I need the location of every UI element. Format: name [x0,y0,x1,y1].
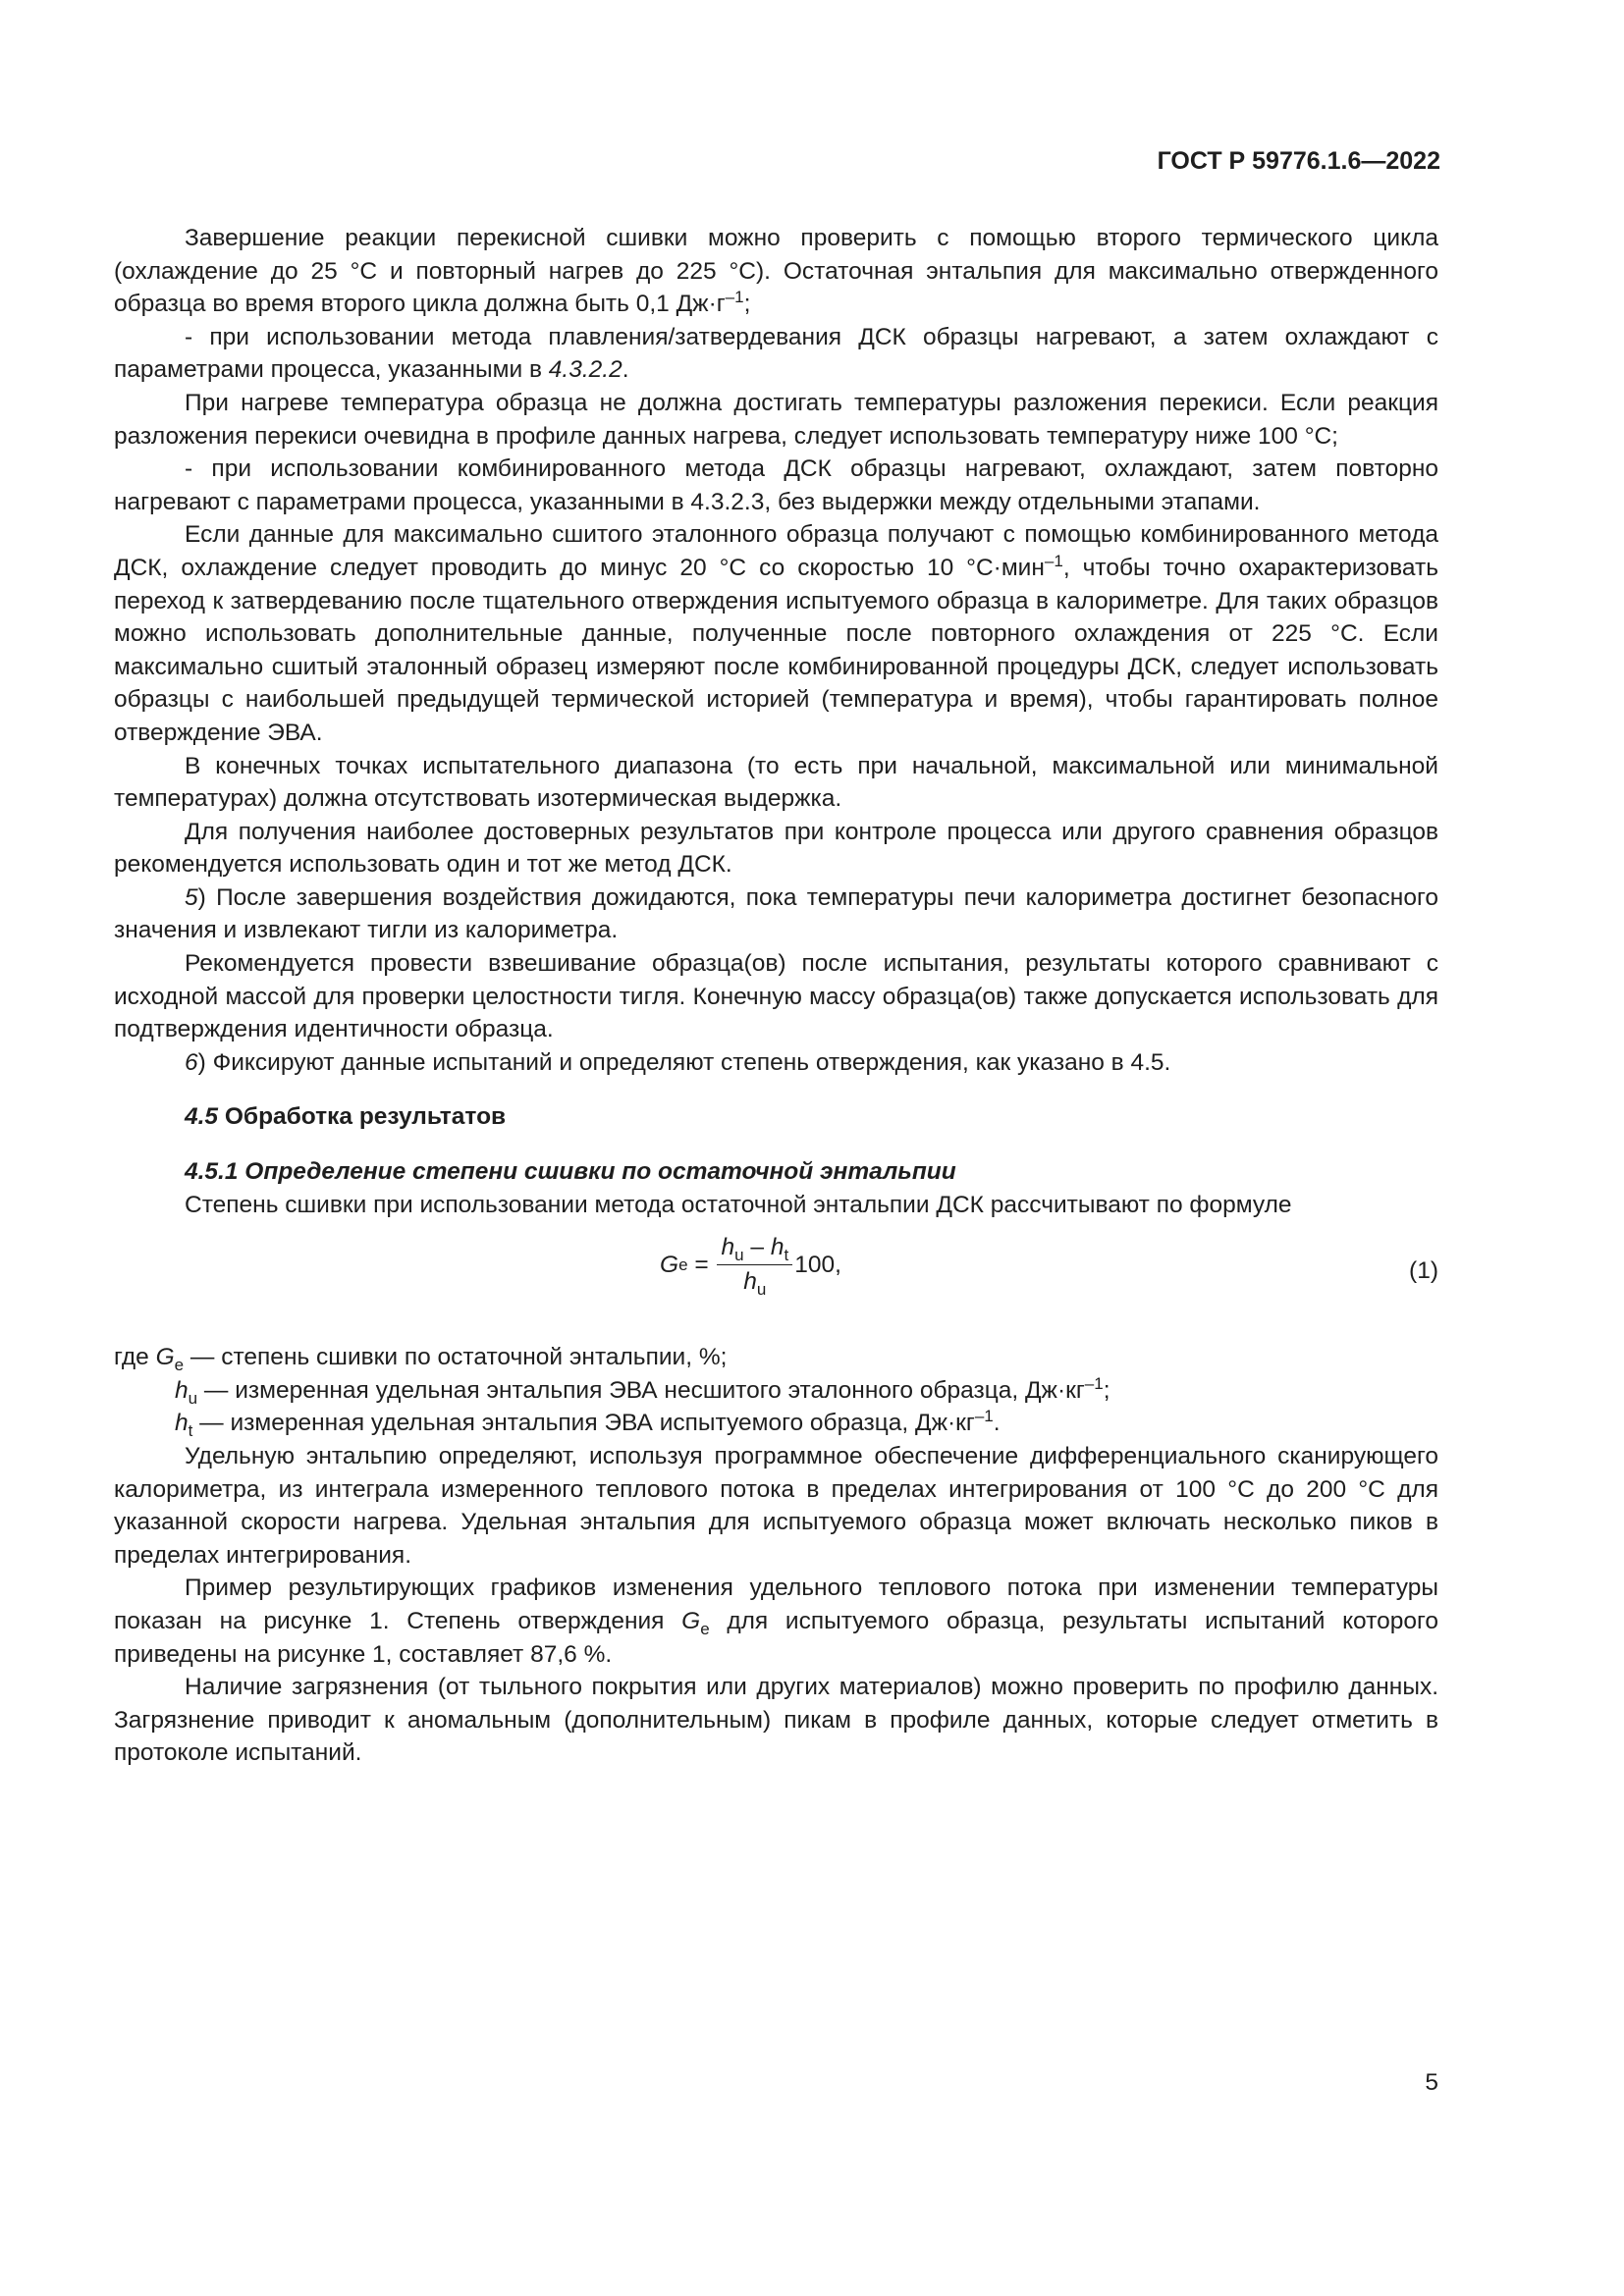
fraction [717,1233,792,1300]
document-code-header: ГОСТ Р 59776.1.6—2022 [1157,147,1440,175]
formula-number: (1) [1409,1257,1438,1285]
paragraph: Для получения наиболее достоверных результатов при контроле процесса или другого сравнения образцов рекомендуется использовать один и тот же метод ДСК. [114,818,1438,879]
document-body [114,222,1438,1770]
paragraph: Наличие загрязнения (от тыльного покрытия или других материалов) можно проверить по профилю данных. Загрязнение приводит к аномальным (дополнительным) пикам в профиле данных, которые следует отметить в протоколе испытаний. [114,1674,1438,1767]
subsection-heading: 4.5.1 Определение степени сшивки по остаточной энтальпии [185,1158,956,1186]
paragraph: - при использовании метода плавления/затвердевания ДСК образцы нагревают, а затем охлаждают с параметрами процесса, указанными в 4.3.2.2. [114,323,1438,384]
paragraph: - при использовании комбинированного метода ДСК образцы нагревают, охлаждают, затем повторно нагревают с параметрами процесса, указанными в 4.3.2.3, без выдержки между отдельными этапами. [114,455,1438,515]
paragraph: В конечных точках испытательного диапазона (то есть при начальной, максимальной или минимальной температурах) должна отсутствовать изотермическая выдержка. [114,752,1438,813]
fraction-numerator: $h_u - h_t$ [717,1233,792,1265]
paragraph: Степень сшивки при использовании метода остаточной энтальпии ДСК рассчитывают по формуле [185,1191,1292,1218]
paragraph: Завершение реакции перекисной сшивки можно проверить с помощью второго термического цикла (охлаждение до 25 °C и повторный нагрев до 225 °C). Остаточная энтальпия для максимально отвержденного образца во время второго цикла должна быть 0,1 $Дж\cdot г^{-1}$; [114,225,1438,318]
paragraph: Рекомендуется провести взвешивание образца(ов) после испытания, результаты которого сравнивают с исходной массой для проверки целостности тигля. Конечную массу образца(ов) также допускается использовать для подтверждения идентичности образца. [114,950,1438,1043]
paragraph: Удельную энтальпию определяют, используя программное обеспечение дифференциального сканирующего калориметра, из интеграла измеренного теплового потока в пределах интегрирования от 100 °C до 200 °C для указанной скорости нагрева. Удельная энтальпия для испытуемого образца может включать несколько пиков в пределах интегрирования. [114,1443,1438,1569]
clause-reference: 4.3.2.2 [548,356,623,384]
definition-item: $h_t$ — измеренная удельная энтальпия ЭВА испытуемого образца, $Дж\cdot кг^{-1}$. [175,1407,1001,1441]
paragraph: Если данные для максимально сшитого эталонного образца получают с помощью комбинированного метода ДСК, охлаждение следует проводить до минус 20 °C со скоростью 10 °C·мин$^{-1}$, чтобы точно охарактеризовать переход к затвердеванию после тщательного отверждения испытуемого образца в калориметре. Для таких образцов можно использовать дополнительные данные, полученные после повторного охлаждения от 225 °C. Если максимально сшитый эталонный образец измеряют после комбинированной процедуры ДСК, следует использовать образцы с наибольшей предыдущей термической историей (температура и время), чтобы гарантировать полное отверждение ЭВА. [114,521,1438,746]
page-number: 5 [1425,2069,1438,2096]
definition-item: где $G_e$ — степень сшивки по остаточной энтальпии, %; [114,1344,728,1375]
paragraph: Пример результирующих графиков изменения удельного теплового потока при изменении температуры показан на рисунке 1. Степень отверждения $G_e$ для испытуемого образца, результаты испытаний которого приведены на рисунке 1, составляет 87,6 %. [114,1575,1438,1668]
definition-item: $h_u$ — измеренная удельная энтальпия ЭВА несшитого эталонного образца, $Дж\cdot кг^{-1}$; [175,1373,1110,1408]
section-heading: 4.5 Обработка результатов [185,1103,507,1131]
fraction-denominator: $h_u$ [743,1268,767,1300]
formula-block [114,1227,1438,1335]
formula: G e = $\frac{h_u - h_t}{h_u}$ 100, [660,1234,841,1300]
paragraph: При нагреве температура образца не должна достигать температуры разложения перекиси. Если реакция разложения перекиси очевидна в профиле данных нагрева, следует использовать температуру ниже 100 °C; [114,389,1438,450]
step-paragraph: 5) После завершения воздействия дожидаются, пока температуры печи калориметра достигнет безопасного значения и извлекают тигли из калориметра. [114,883,1438,944]
step-paragraph: 6) Фиксируют данные испытаний и определяют степень отверждения, как указано в 4.5. [185,1048,1171,1076]
